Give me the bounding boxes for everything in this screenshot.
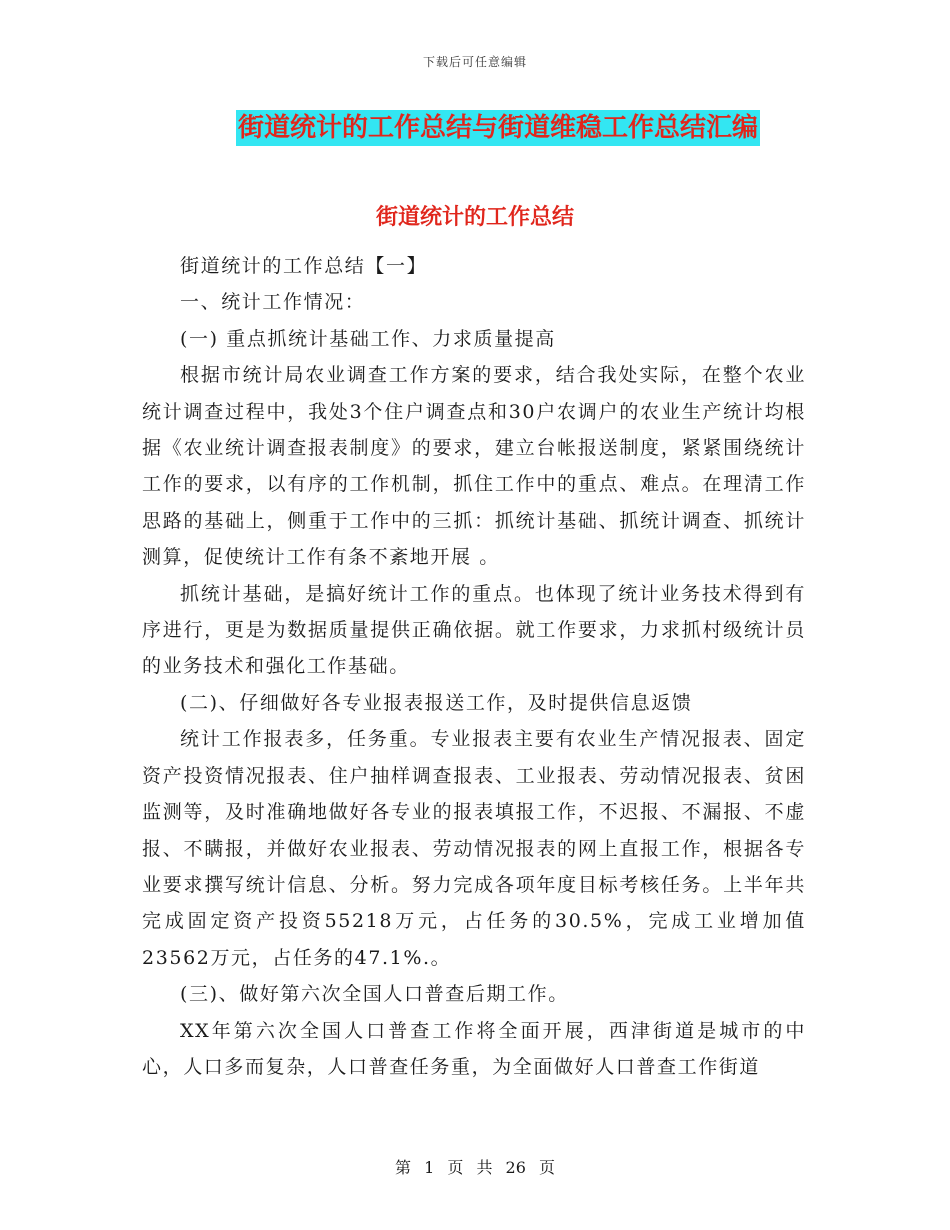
paragraph: 街道统计的工作总结【一】: [180, 255, 428, 277]
paragraph: XX年第六次全国人口普查工作将全面开展，西津街道是城市的中心，人口多而复杂，人口普查任务重，为全面做好人口普查工作街道: [142, 1019, 806, 1078]
paragraph: 一、统计工作情况：: [180, 291, 366, 314]
document-title-container: [0, 110, 950, 146]
paragraph: 抓统计基础，是搞好统计工作的重点。也体现了统计业务技术得到有序进行，更是为数据质量提供正确依据。就工作要求，力求抓村级统计员的业务技术和强化工作基础。: [142, 582, 806, 678]
page-footer: 第 1 页 共 26 页: [395, 1158, 555, 1177]
paragraph: (二)、仔细做好各专业报表报送工作，及时提供信息返馈: [180, 691, 693, 714]
document-title: 街道统计的工作总结与街道维稳工作总结汇编: [236, 110, 760, 146]
paragraph: (三)、做好第六次全国人口普查后期工作。: [180, 983, 569, 1006]
header-note: 下载后可任意编辑: [422, 55, 527, 69]
section-title: 街道统计的工作总结: [375, 205, 574, 230]
document-body: [142, 248, 806, 1085]
paragraph: 根据市统计局农业调查工作方案的要求，结合我处实际，在整个农业统计调查过程中，我处3个住户调查点和30户农调户的农业生产统计均根据《农业统计调查报表制度》的要求，建立台帐报送制度，紧紧围绕统计工作的要求，以有序的工作机制，抓住工作中的重点、难点。在理清工作思路的基础上，侧重于工作中的三抓：抓统计基础、抓统计调查、抓统计测算，促使统计工作有条不紊地开展 。: [142, 364, 806, 569]
paragraph: 统计工作报表多，任务重。专业报表主要有农业生产情况报表、固定资产投资情况报表、住户抽样调查报表、工业报表、劳动情况报表、贫困监测等，及时准确地做好各专业的报表填报工作，不迟报、不漏报、不虚报、不瞒报，并做好农业报表、劳动情况报表的网上直报工作，根据各专业要求撰写统计信息、分析。努力完成各项年度目标考核任务。上半年共完成固定资产投资55218万元，占任务的30.5%，完成工业增加值23562万元，占任务的47.1%.。: [142, 728, 806, 969]
paragraph: (一) 重点抓统计基础工作、力求质量提高: [180, 327, 556, 350]
